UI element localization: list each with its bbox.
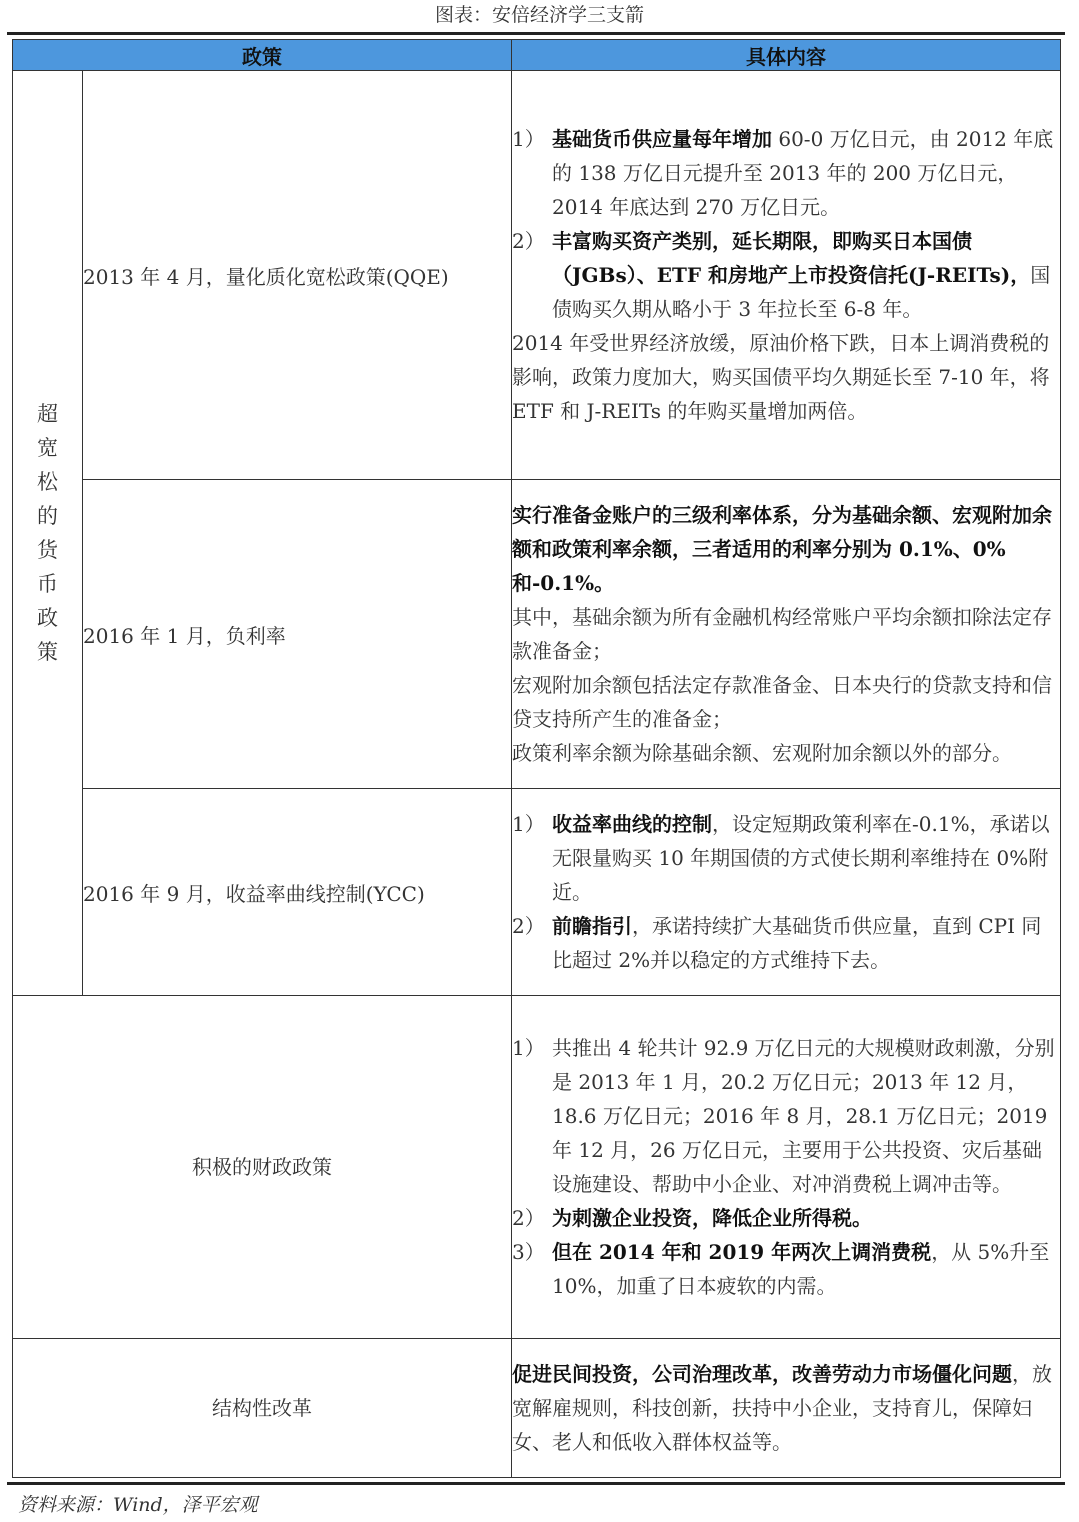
paragraph: 其中，基础余额为所有金融机构经常账户平均余额扣除法定存款准备金； — [512, 605, 1052, 663]
table-row-negative-rate — [13, 480, 1061, 789]
figure-caption: 图表：安倍经济学三支箭 — [434, 4, 644, 26]
item-text: 共推出 4 轮共计 92.9 万亿日元的大规模财政刺激，分别是 2013 年 1 月，20.2 万亿日元；2013 年 12 月，18.6 万亿日元；2016 年 8 月，28.1 万亿日元；2019 年 12 月，26 万亿日元，主要用于公共投资、灾后基础设施建设、帮助中小企业、对冲消费税上调冲击等。 — [552, 1036, 1055, 1196]
bold-text: 收益率曲线的控制 — [552, 812, 712, 836]
bold-text: 促进民间投资，公司治理改革，改善劳动力市场僵化问题 — [512, 1362, 1012, 1386]
list-number: 1） — [512, 1036, 545, 1060]
paragraph: 政策利率余额为除基础余额、宏观附加余额以外的部分。 — [512, 741, 1012, 765]
policy-cell-structural: 结构性改革 — [13, 1339, 512, 1478]
content-cell-negative-rate — [512, 480, 1061, 789]
policy-cell-ycc: 2016 年 9 月，收益率曲线控制(YCC) — [83, 789, 512, 996]
monetary-policy-group-label: 超宽松的货币政策 — [37, 402, 58, 664]
item-text: ，设定短期政策利率在-0.1%，承诺以无限量购买 10 年期国债的方式使长期利率维持在 0%附近。 — [552, 812, 1050, 904]
item-text: 国债购买久期从略小于 3 年拉长至 6-8 年。 — [552, 263, 1051, 321]
list-number: 2） — [512, 1206, 545, 1230]
item-text: ，承诺持续扩大基础货币供应量，直到 CPI 同比超过 2%并以稳定的方式维持下去。 — [552, 914, 1042, 972]
table-row-qqe — [13, 71, 1061, 480]
content-cell-fiscal — [512, 996, 1061, 1339]
source-note: 资料来源：Wind，泽平宏观 — [18, 1494, 258, 1516]
list-item — [512, 224, 1060, 326]
item-text: ，从 5%升至 10%，加重了日本疲软的内需。 — [552, 1240, 1050, 1298]
header-row — [13, 40, 1061, 71]
content-cell-structural — [512, 1339, 1061, 1478]
paragraph: 宏观附加余额包括法定存款准备金、日本央行的贷款支持和信贷支持所产生的准备金； — [512, 673, 1052, 731]
table-row-fiscal — [13, 996, 1061, 1339]
list-item — [512, 1235, 1060, 1303]
bold-text: 为刺激企业投资，降低企业所得税。 — [552, 1206, 872, 1230]
content-cell-qqe — [512, 71, 1061, 480]
list-item — [512, 807, 1060, 909]
policy-table-frame — [7, 32, 1065, 1485]
header-policy: 政策 — [13, 40, 512, 71]
bold-text: 前瞻指引 — [552, 914, 632, 938]
list-item — [512, 909, 1060, 977]
policy-cell-negative-rate: 2016 年 1 月，负利率 — [83, 480, 512, 789]
table-row-ycc — [13, 789, 1061, 996]
list-number: 1） — [512, 127, 545, 151]
bold-text: 基础货币供应量每年增加 — [552, 127, 772, 151]
item-text: ，放宽解雇规则，科技创新，扶持中小企业，支持育儿，保障妇女、老人和低收入群体权益等。 — [512, 1362, 1052, 1454]
monetary-policy-group-cell — [13, 71, 83, 996]
list-number: 2） — [512, 229, 545, 253]
table-row-structural — [13, 1339, 1061, 1478]
content-cell-ycc — [512, 789, 1061, 996]
list-item — [512, 122, 1060, 224]
bold-text: 实行准备金账户的三级利率体系，分为基础余额、宏观附加余额和政策利率余额，三者适用的利率分别为 0.1%、0%和-0.1%。 — [512, 503, 1052, 595]
list-item — [512, 1031, 1060, 1201]
policy-cell-qqe: 2013 年 4 月，量化质化宽松政策(QQE) — [83, 71, 512, 480]
bold-text: 丰富购买资产类别，延长期限，即购买日本国债（JGBs）、ETF 和房地产上市投资信托(J-REITs)， — [552, 229, 1031, 287]
item-text: 60-0 万亿日元，由 2012 年底的 138 万亿日元提升至 2013 年的 200 万亿日元，2014 年底达到 270 万亿日元。 — [552, 127, 1054, 219]
list-number: 3） — [512, 1240, 545, 1264]
list-number: 1） — [512, 812, 545, 836]
list-number: 2） — [512, 914, 545, 938]
list-item — [512, 1201, 1060, 1235]
policy-cell-fiscal: 积极的财政政策 — [13, 996, 512, 1339]
policy-table — [12, 39, 1061, 1478]
header-content: 具体内容 — [512, 40, 1061, 71]
bold-text: 但在 2014 年和 2019 年两次上调消费税 — [552, 1240, 932, 1264]
paragraph: 2014 年受世界经济放缓，原油价格下跌，日本上调消费税的影响，政策力度加大，购买国债平均久期延长至 7-10 年，将 ETF 和 J-REITs 的年购买量增加两倍。 — [512, 331, 1050, 423]
